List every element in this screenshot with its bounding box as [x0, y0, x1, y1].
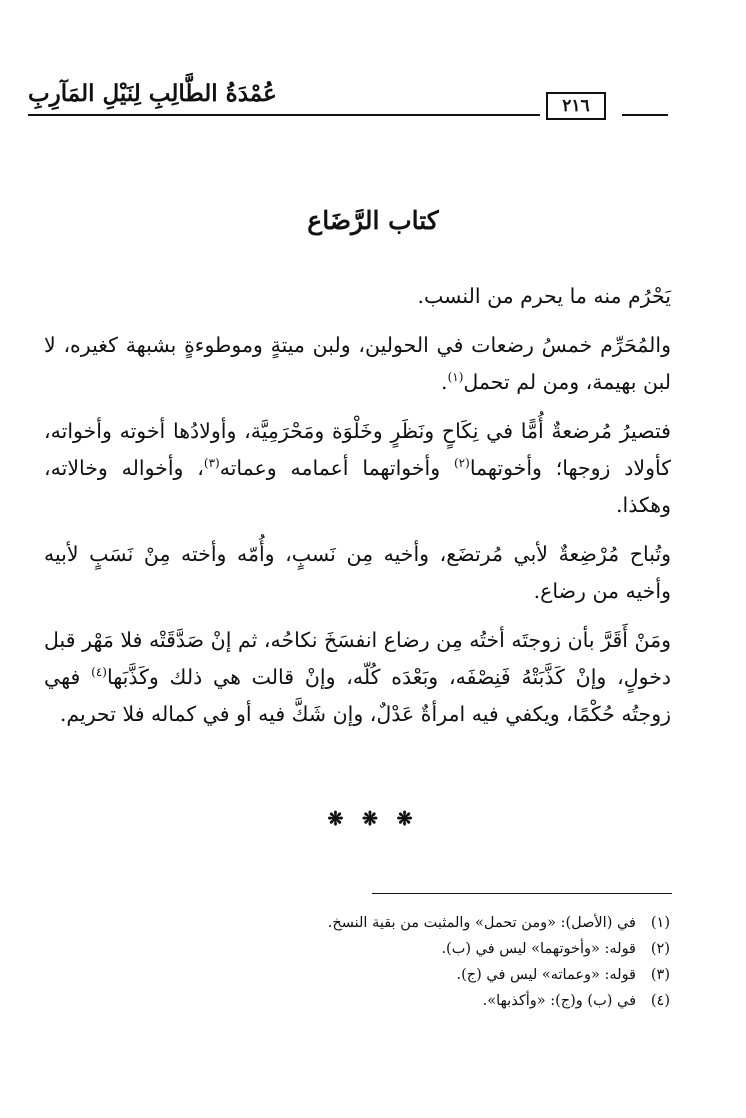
footnote-number: (٢)	[650, 941, 670, 957]
paragraph	[44, 413, 671, 524]
paragraph	[44, 278, 671, 315]
paragraph-text: وأخواتهما أعمامه وعماته	[219, 456, 454, 480]
page-header	[28, 78, 668, 122]
page-number: ٢١٦	[546, 92, 606, 120]
paragraph	[44, 327, 671, 401]
footnote-text: قوله: «وعماته» ليس في (ج).	[456, 967, 636, 983]
paragraph-text: وتُباح مُرْضِعةٌ لأبي مُرتضَع، وأخيه مِن نَسبٍ، وأُمّه وأخته مِنْ نَسَبٍ لأبيه وأخيه من رضاع.	[44, 542, 671, 603]
main-text	[44, 278, 671, 745]
running-title: عُمْدَةُ الطَّالِبِ لِنَيْلِ المَآرِبِ	[28, 80, 277, 107]
paragraph-text: ومَنْ أَقَرَّ بأن زوجتَه أختُه مِن رضاع انفسَخَ نكاحُه، ثم إنْ صَدَّقَتْه فلا مَهْر قبل دخولٍ، وإنْ كَذَّبَتْهُ فَنِصْفَه، وبَعْدَه كُلّه، وإنْ قالت هي ذلك وكَذَّبَها	[44, 628, 672, 689]
footnote-number: (١)	[650, 915, 670, 931]
footnote-item	[80, 962, 670, 988]
footnote-ref[interactable]: (١)	[447, 370, 464, 385]
footnote-number: (٣)	[650, 967, 670, 983]
footnote-item	[80, 988, 670, 1014]
header-rule-short	[622, 114, 668, 116]
footnote-ref[interactable]: (٢)	[453, 456, 470, 471]
paragraph	[44, 622, 671, 733]
paragraph-text: فهي زوجتُه حُكْمًا، ويكفي فيه امرأةٌ عَدْلٌ، وإن شَكَّ فيه أو في كماله فلا تحريم.	[44, 665, 671, 726]
chapter-title: كتاب الرَّضَاع	[307, 206, 439, 235]
footnote-text: قوله: «وأخوتهما» ليس في (ب).	[441, 941, 636, 957]
footnote-ref[interactable]: (٣)	[203, 456, 220, 471]
section-separator: ❋ ❋ ❋	[327, 808, 419, 830]
footnote-item	[80, 936, 670, 962]
footnote-ref[interactable]: (٤)	[91, 665, 107, 680]
paragraph-text: والمُحَرِّم خمسُ رضعات في الحولين، ولبن ميتةٍ وموطوءةٍ بشبهة كغيره، لا لبن بهيمة، ومن لم تحمل	[44, 333, 671, 394]
footnote-number: (٤)	[650, 993, 670, 1009]
paragraph-text: ، وأخواله وخالاته، وهكذا.	[44, 456, 671, 517]
footnote-text: في (الأصل): «ومن تحمل» والمثبت من بقية النسخ.	[327, 915, 636, 931]
footnotes	[80, 910, 670, 1014]
paragraph-text: يَحْرُم منه ما يحرم من النسب.	[417, 284, 671, 308]
footnote-text: في (ب) و(ج): «وأكذبها».	[482, 993, 636, 1009]
header-rule	[28, 114, 540, 116]
footnote-item	[80, 910, 670, 936]
paragraph-text: فتصيرُ مُرضعةٌ أُمًّا في نِكَاحٍ ونَظَرٍ وخَلْوَة ومَحْرَمِيَّة، وأولادُها أخوته وأخواته، كأولاد زوجها؛ وأخوتهما	[44, 419, 672, 480]
paragraph-text: .	[441, 370, 448, 394]
paragraph	[44, 536, 671, 610]
footnote-rule	[372, 893, 672, 894]
